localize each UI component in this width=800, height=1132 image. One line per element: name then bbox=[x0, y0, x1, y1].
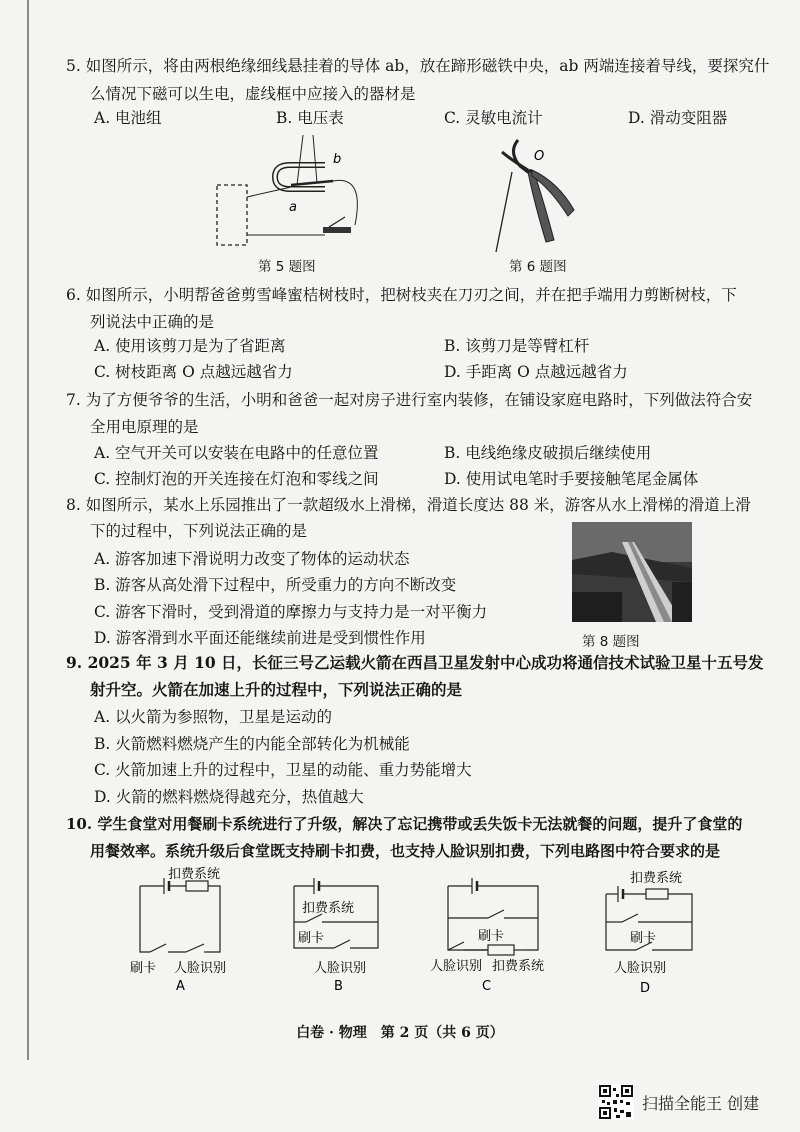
circuit-b-letter: B bbox=[334, 979, 343, 994]
q8-figure-caption: 第 8 题图 bbox=[582, 634, 640, 650]
circuit-d-card-label: 刷卡 bbox=[630, 931, 657, 946]
q8-stem-line2: 下的过程中，下列说法正确的是 bbox=[90, 522, 308, 540]
q6-figure bbox=[488, 132, 588, 257]
q6-option-b: B. 该剪刀是等臂杠杆 bbox=[444, 337, 590, 355]
circuit-b-card-label: 刷卡 bbox=[298, 931, 325, 946]
q6-stem-line2: 列说法中正确的是 bbox=[90, 313, 215, 331]
q5-stem-line2: 么情况下磁可以生电，虚线框中应接入的器材是 bbox=[90, 85, 416, 103]
face-switch bbox=[488, 910, 504, 918]
q7-stem-line2: 全用电原理的是 bbox=[90, 418, 199, 436]
horseshoe-magnet bbox=[275, 165, 325, 189]
scanner-text: 扫描全能王 创建 bbox=[642, 1093, 760, 1113]
q7-option-a: A. 空气开关可以安装在电路中的任意位置 bbox=[94, 444, 379, 462]
q9-option-b: B. 火箭燃料燃烧产生的内能全部转化为机械能 bbox=[94, 735, 410, 753]
q9-stem-line2: 射升空。火箭在加速上升的过程中，下列说法正确的是 bbox=[90, 680, 463, 699]
label-b: b bbox=[333, 152, 342, 167]
circuit-d-billing-label: 扣费系统 bbox=[630, 871, 683, 886]
qr-code-icon bbox=[598, 1084, 634, 1120]
circuit-c-letter: C bbox=[482, 979, 492, 994]
water-slide-photo bbox=[572, 522, 692, 622]
q10-stem-line2: 用餐效率。系统升级后食堂既支持刷卡扣费，也支持人脸识别扣费，下列电路图中符合要求的是 bbox=[90, 842, 721, 860]
circuit-b bbox=[284, 866, 394, 996]
label-a: a bbox=[289, 200, 297, 215]
q8-option-b: B. 游客从高处滑下过程中，所受重力的方向不断改变 bbox=[94, 576, 457, 594]
card-switch bbox=[622, 914, 638, 922]
page-footer: 白卷 · 物理 第 2 页（共 6 页） bbox=[296, 1025, 504, 1041]
q9-stem-line1: 9. 2025 年 3 月 10 日，长征三号乙运载火箭在西昌卫星发射中心成功将通信技术试验卫星十五号发 bbox=[66, 653, 764, 672]
circuit-c-card-label: 刷卡 bbox=[478, 929, 505, 944]
q9-option-c: C. 火箭加速上升的过程中，卫星的动能、重力势能增大 bbox=[94, 761, 472, 779]
billing-resistor bbox=[186, 881, 208, 891]
billing-resistor bbox=[646, 889, 668, 899]
q5-option-b: B. 电压表 bbox=[276, 109, 344, 127]
q6-figure-caption: 第 6 题图 bbox=[509, 259, 567, 275]
q6-option-d: D. 手距离 O 点越远越省力 bbox=[444, 363, 628, 381]
circuit-c-billing-label: 扣费系统 bbox=[492, 959, 545, 974]
q7-option-d: D. 使用试电笔时手要接触笔尾金属体 bbox=[444, 470, 699, 488]
q9-option-a: A. 以火箭为参照物，卫星是运动的 bbox=[94, 708, 333, 726]
circuit-a-card-label: 刷卡 bbox=[130, 961, 157, 976]
circuit-b-face-label: 人脸识别 bbox=[314, 961, 367, 976]
q10-stem-line1: 10. 学生食堂对用餐刷卡系统进行了升级，解决了忘记携带或丢失饭卡无法就餐的问题，提升了食堂的 bbox=[66, 815, 743, 833]
margin-line bbox=[27, 0, 29, 1060]
q5-stem-line1: 5. 如图所示，将由两根绝缘细线悬挂着的导体 ab，放在蹄形磁铁中央，ab 两端连接着导线，要探究什 bbox=[66, 57, 770, 75]
circuit-a-face-label: 人脸识别 bbox=[174, 961, 227, 976]
q8-option-a: A. 游客加速下滑说明力改变了物体的运动状态 bbox=[94, 550, 410, 568]
face-switch bbox=[186, 944, 204, 952]
label-o: O bbox=[534, 149, 545, 164]
q5-figure bbox=[205, 135, 375, 250]
circuit-c-face-label: 人脸识别 bbox=[430, 959, 483, 974]
q6-option-a: A. 使用该剪刀是为了省距离 bbox=[94, 337, 286, 355]
circuit-a-billing-label: 扣费系统 bbox=[168, 867, 221, 882]
dashed-box bbox=[217, 185, 247, 245]
circuit-a-letter: A bbox=[176, 979, 185, 994]
q5-option-d: D. 滑动变阻器 bbox=[628, 109, 728, 127]
circuit-d bbox=[596, 866, 706, 998]
q5-figure-caption: 第 5 题图 bbox=[258, 259, 316, 275]
circuit-d-letter: D bbox=[640, 981, 651, 996]
q8-option-c: C. 游客下滑时，受到滑道的摩擦力与支持力是一对平衡力 bbox=[94, 603, 488, 621]
card-switch bbox=[448, 942, 464, 950]
circuit-c bbox=[428, 866, 558, 996]
billing-resistor bbox=[488, 945, 514, 955]
branch bbox=[496, 172, 512, 252]
q8-stem-line1: 8. 如图所示，某水上乐园推出了一款超级水上滑梯，滑道长度达 88 米，游客从水上滑梯的滑道上滑 bbox=[66, 496, 751, 514]
face-switch bbox=[334, 940, 350, 948]
scanner-watermark bbox=[598, 1082, 759, 1122]
q9-option-d: D. 火箭的燃料燃烧得越充分，热值越大 bbox=[94, 788, 364, 806]
circuit-b-billing-label: 扣费系统 bbox=[302, 901, 355, 916]
q5-option-a: A. 电池组 bbox=[94, 109, 162, 127]
q8-option-d: D. 游客滑到水平面还能继续前进是受到惯性作用 bbox=[94, 629, 426, 647]
circuit-a bbox=[128, 866, 238, 996]
circuit-d-face-label: 人脸识别 bbox=[614, 961, 667, 976]
q7-stem-line1: 7. 为了方便爷爷的生活，小明和爸爸一起对房子进行室内装修，在铺设家庭电路时，下列做法符合安 bbox=[66, 391, 753, 409]
q5-option-c: C. 灵敏电流计 bbox=[444, 109, 543, 127]
q6-stem-line1: 6. 如图所示，小明帮爸爸剪雪峰蜜桔树枝时，把树枝夹在刀刃之间，并在把手端用力剪断树枝，下 bbox=[66, 286, 737, 304]
switch bbox=[323, 227, 351, 233]
card-switch bbox=[150, 944, 166, 952]
q6-option-c: C. 树枝距离 O 点越远越省力 bbox=[94, 363, 293, 381]
q7-option-b: B. 电线绝缘皮破损后继续使用 bbox=[444, 444, 652, 462]
q7-option-c: C. 控制灯泡的开关连接在灯泡和零线之间 bbox=[94, 470, 379, 488]
